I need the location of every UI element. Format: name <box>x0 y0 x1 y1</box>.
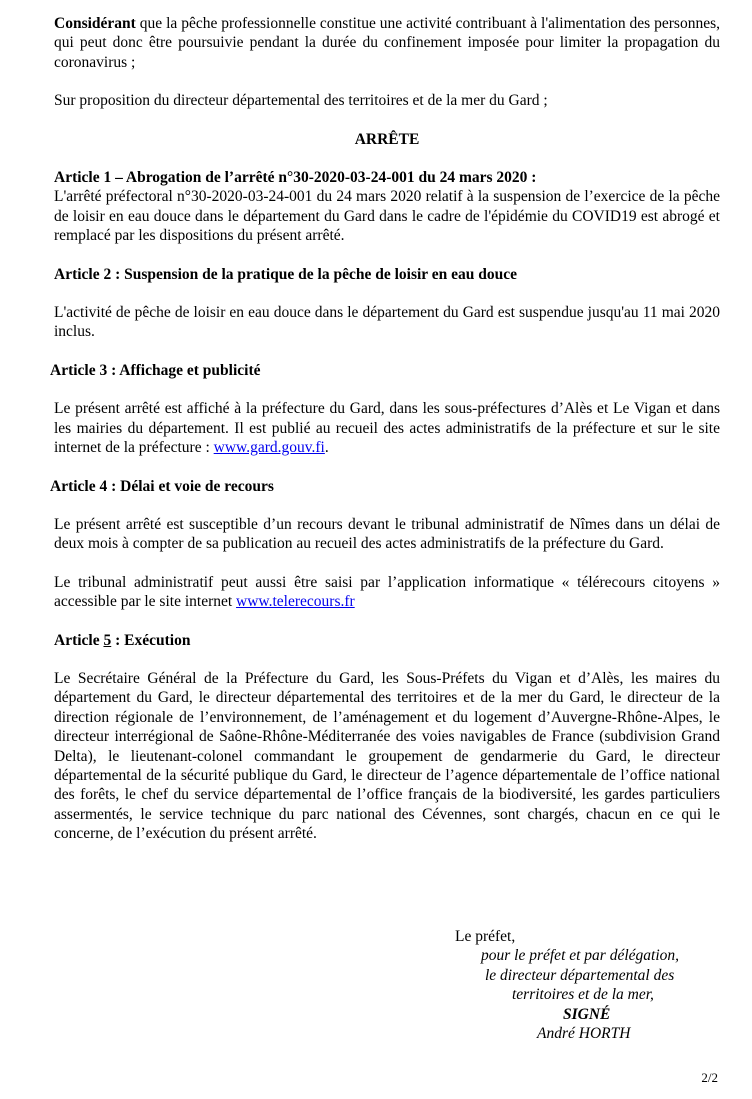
article-1-heading <box>54 168 720 187</box>
signature-line-prefet: Le préfet, <box>455 928 516 945</box>
article-2-body: L'activité de pêche de loisir en eau douce dans le département du Gard est suspendue jusqu'au 11 mai 2020 inclus. <box>54 304 720 341</box>
article-5-heading-text <box>54 632 190 649</box>
signature-block <box>455 927 715 1043</box>
signature-name: André HORTH <box>537 1025 631 1043</box>
signature-line-directeur: le directeur départemental des <box>485 966 675 984</box>
page-number: 2/2 <box>701 1069 718 1085</box>
considerant-keyword: Considérant <box>54 15 136 32</box>
decree-title-text: ARRÊTE <box>354 130 420 148</box>
article-4-body: Le présent arrêté est susceptible d’un recours devant le tribunal administratif de Nîmes dans un délai de deux mois à compter de sa publication au recueil des actes administratifs de la préfecture du Gard. <box>54 515 720 553</box>
preamble-considerant <box>54 14 720 72</box>
article-4-heading-text: Article 4 : Délai et voie de recours <box>50 477 274 495</box>
article-3-body <box>54 399 720 457</box>
article-1-heading-text: Article 1 – Abrogation de l’arrêté n°30-2020-03-24-001 du 24 mars 2020 : <box>54 169 537 187</box>
signature-line-delegation: pour le préfet et par délégation, <box>481 947 680 965</box>
signature-line-territoires: territoires et de la mer, <box>512 986 654 1004</box>
article-5-heading-post: : Exécution <box>111 631 191 649</box>
article-3-body-text: Le présent arrêté est affiché à la préfecture du Gard, dans les sous-préfectures d’Alès et Le Vigan et dans les mairies du département. Il est publié au recueil des actes administratifs de la préfecture et sur le site internet de la préfecture : <box>54 400 720 457</box>
decree-title <box>54 130 720 149</box>
article-4-body-2 <box>54 573 720 612</box>
article-5-heading-pre: Article <box>54 631 104 649</box>
article-1-body: L'arrêté préfectoral n°30-2020-03-24-001 du 24 mars 2020 relatif à la suspension de l’exercice de la pêche de loisir en eau douce dans le département du Gard dans le cadre de l'épidémie du COVID19 est abrogé et remplacé par les dispositions du présent arrêté. <box>54 188 720 245</box>
article-5-number: 5 <box>103 631 112 649</box>
article-4-heading <box>50 477 720 496</box>
article-3-heading-text: Article 3 : Affichage et publicité <box>50 361 261 379</box>
gard-website-link[interactable]: www.gard.gouv.fi <box>213 439 325 457</box>
article-3-heading <box>50 361 720 380</box>
article-2-heading-text: Article 2 : Suspension de la pratique de la pêche de loisir en eau douce <box>54 265 518 283</box>
considerant-text: que la pêche professionnelle constitue une activité contribuant à l'alimentation des personnes, qui peut donc être poursuivie pendant la durée du confinement imposée pour limiter la propagation du coronavirus ; <box>54 15 720 71</box>
article-5-heading <box>54 631 720 650</box>
document-page <box>50 14 720 844</box>
telerecours-link[interactable]: www.telerecours.fr <box>236 593 355 611</box>
article-3-body-end: . <box>324 439 329 457</box>
preamble-proposition: Sur proposition du directeur départemental des territoires et de la mer du Gard ; <box>54 92 548 110</box>
article-5-body: Le Secrétaire Général de la Préfecture du Gard, les Sous-Préfets du Vigan et d’Alès, les maires du département du Gard, le directeur départemental des territoires et de la mer du Gard, le directeur de la direction régionale de l’environnement, de l’aménagement et du logement d’Auvergne-Rhône-Alpes, le directeur interrégional de Saône-Rhône-Méditerranée des voies navigables de France (subdivision Grand Delta), le lieutenant-colonel commandant le groupement de gendarmerie du Gard, le directeur départemental de la sécurité publique du Gard, le directeur de l’agence départementale de l’office national des forêts, le chef du service départemental de l’office français de la biodiversité, les gardes particuliers assermentés, le service technique du parc national des Cévennes, sont chargés, chacun en ce qui le concerne, de l’exécution du présent arrêté. <box>54 669 720 843</box>
signature-signe: SIGNÉ <box>563 1005 611 1023</box>
article-2-heading <box>54 265 720 284</box>
article-4-body-2-text: Le tribunal administratif peut aussi être saisi par l’application informatique « télérecours citoyens » accessible par le site internet <box>54 573 720 611</box>
